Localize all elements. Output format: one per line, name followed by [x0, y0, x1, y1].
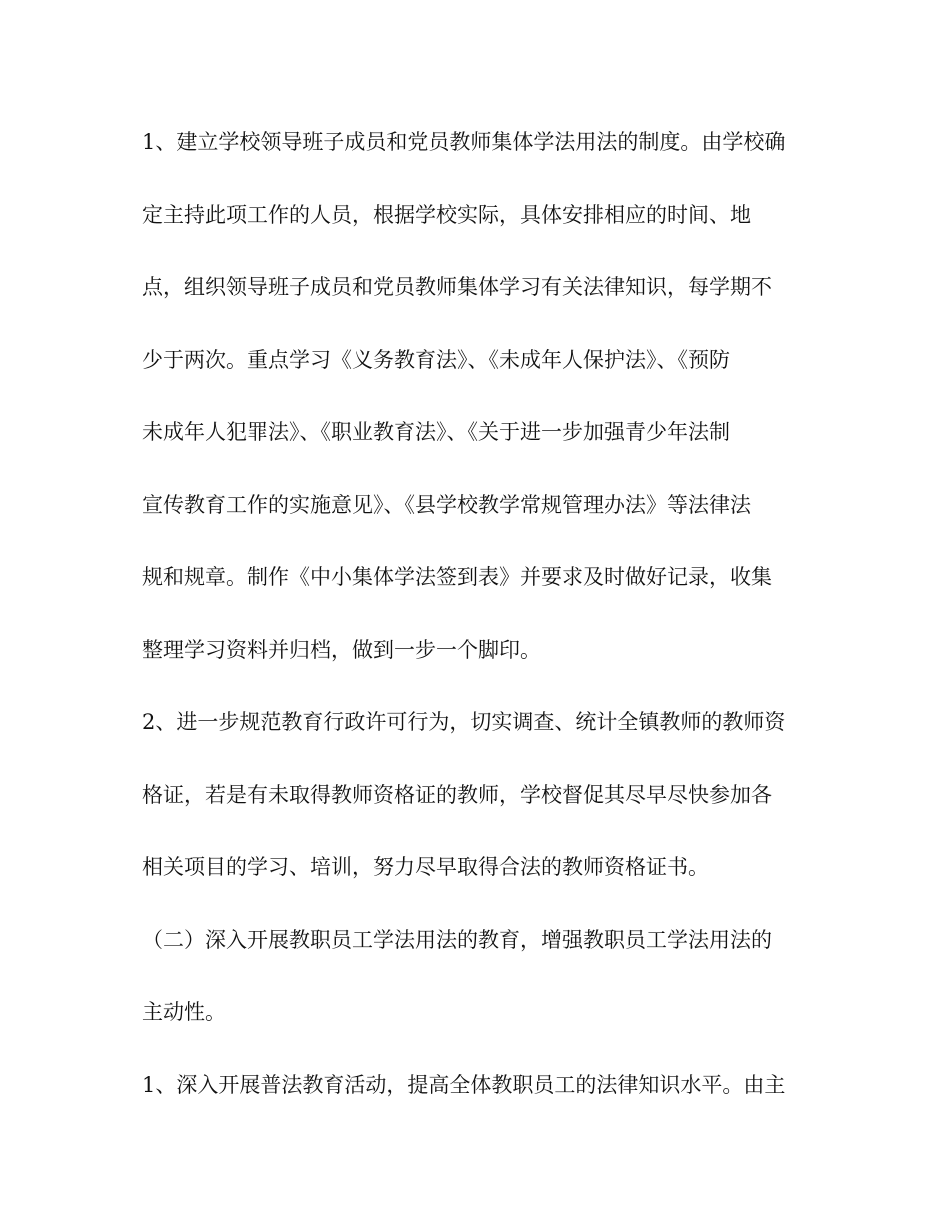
text-line-4: 少于两次。重点学习《义务教育法》、《未成年人保护法》、《预防	[142, 347, 730, 372]
text-line-11: 相关项目的学习、培训，努力尽早取得合法的教师资格证书。	[142, 855, 709, 879]
text-line-3: 点，组织领导班子成员和党员教师集体学习有关法律知识，每学期不	[142, 275, 772, 299]
text-line-1: 1、建立学校领导班子成员和党员教师集体学法用法的制度。由学校确	[142, 130, 786, 154]
text-line-5: 未成年人犯罪法》、《职业教育法》、《关于进一步加强青少年法制	[142, 420, 730, 444]
text-line-8: 整理学习资料并归档，做到一步一个脚印。	[142, 637, 541, 662]
document-body	[142, 122, 814, 1137]
text-line-9: 2、进一步规范教育行政许可行为，切实调查、统计全镇教师的教师资	[142, 710, 786, 734]
text-line-14: 1、深入开展普法教育活动，提高全体教职员工的法律知识水平。由主	[142, 1072, 786, 1097]
text-line-10: 格证，若是有未取得教师资格证的教师，学校督促其尽早尽快参加各	[142, 782, 772, 807]
text-line-7: 规和规章。制作《中小集体学法签到表》并要求及时做好记录，收集	[142, 565, 772, 589]
section-heading-continuation: 主动性。	[142, 1000, 226, 1024]
text-line-6: 宣传教育工作的实施意见》、《县学校教学常规管理办法》等法律法	[142, 492, 751, 517]
section-heading-line: （二）深入开展教职员工学法用法的教育，增强教职员工学法用法的	[142, 927, 772, 952]
text-line-2: 定主持此项工作的人员，根据学校实际，具体安排相应的时间、地	[142, 202, 751, 227]
